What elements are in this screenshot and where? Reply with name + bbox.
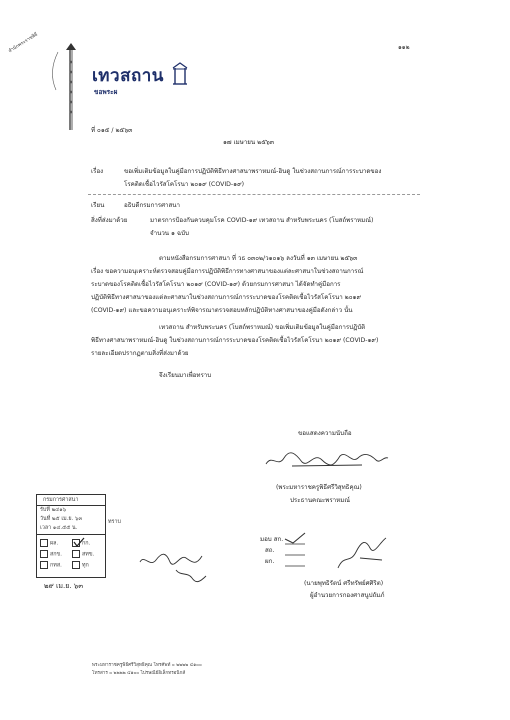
officer-name: (นายพุทธิรัตน์ ศรีทรัพย์ศศิริต): [304, 580, 384, 587]
org-name: เทวสถาน: [92, 66, 164, 86]
stamp-check-row: ผล.: [40, 539, 58, 547]
stamp-divider: [37, 505, 105, 506]
to-label: เรียน: [91, 202, 105, 209]
enclosure-line-2: จำนวน ๑ ฉบับ: [150, 230, 189, 237]
routing-line-1: มอบ สก.: [260, 536, 284, 543]
stamp-check-row: สทข.: [72, 550, 94, 558]
page-mark: ๑๑๒: [398, 44, 410, 51]
subject-line-1: ขอเพิ่มเติมข้อมูลในคู่มือการปฏิบัติพิธีทางศาสนาพราหมณ์-ฮินดู ในช่วงสถานการณ์การระบาดของ: [124, 168, 382, 175]
emblem-icon: [28, 42, 88, 134]
routing-marks: [283, 531, 315, 569]
doc-date: ๑๗ เมษายน ๒๕๖๓: [223, 139, 275, 146]
checkbox: [40, 561, 48, 569]
signer-title: ประธานคณะพราหมณ์: [290, 497, 351, 504]
to-recipient: อธิบดีกรมการศาสนา: [124, 202, 181, 209]
body-p2-line: เทวสถาน สำหรับพระนคร (โบสถ์พราหมณ์) ขอเพิ่มเติมข้อมูลในคู่มือการปฏิบัติ: [159, 324, 366, 331]
stamp-title: กรมการศาสนา: [43, 497, 79, 503]
subject-divider: [88, 194, 420, 195]
stamp-check-row: กทส.: [40, 561, 62, 569]
body-p1-line: เรื่อง ขอความอนุเคราะห์ตรวจสอบคู่มือการปฏิบัติพิธีการทางศาสนาของแต่ละศาสนาในช่วงสถานการณ์: [91, 268, 364, 275]
handwritten-signature: [136, 542, 216, 586]
checkbox: [72, 550, 80, 558]
footer-line-1: พระมหาราชครูพิธีศรีวิสุทธิคุณ โทรศัพท์ ๐ ๒๒๒๒ ๔๑๐๐: [92, 663, 202, 668]
signer-name: (พระมหาราชครูพิธีศรีวิสุทธิคุณ): [276, 484, 362, 491]
checkbox: [72, 561, 80, 569]
checkbox: [40, 539, 48, 547]
officer-title: ผู้อำนวยการกองศาสนูปถัมภ์: [310, 592, 385, 599]
doc-number: ที่ ๐๑๕ / ๒๕๖๓: [91, 127, 133, 134]
seal-text: สำนักพระราชพิธี: [8, 32, 39, 55]
body-p1-line: ระบาดของโรคติดเชื้อไวรัสโคโรนา ๒๐๑๙ (COVID-๑๙) ด้วยกรมการศาสนา ได้จัดทำคู่มือการ: [91, 281, 341, 288]
regards: ขอแสดงความนับถือ: [298, 430, 352, 437]
emblem-seal: [28, 42, 88, 134]
body-p1-line: (COVID-๑๙) และขอความอนุเคราะห์พิจารณาตรวจสอบหลักปฏิบัติทางศาสนาของคู่มือดังกล่าว นั้น: [91, 307, 353, 314]
signer-signature: [262, 446, 392, 472]
closing-request: จึงเรียนมาเพื่อทราบ: [159, 372, 212, 379]
body-p1-line: ตามหนังสือกรมการศาสนา ที่ วธ ๐๓๐๒/ว๑๐๑๖ ลงวันที่ ๑๓ เมษายน ๒๕๖๓: [159, 255, 358, 262]
body-p2-line: รายละเอียดปรากฏตามสิ่งที่ส่งมาด้วย: [91, 350, 189, 357]
check-mark-icon: [73, 537, 85, 547]
stamp-check-row: ทุก: [72, 561, 89, 569]
body-p1-line: ปฏิบัติพิธีทางศาสนาของแต่ละศาสนาในช่วงสถานการณ์การระบาดของโรคติดเชื้อไวรัสโคโรนา ๒๐๑๙: [91, 294, 361, 301]
stamp-recv-date: วันที่ ๒๕ เม.ย. ๖๓: [40, 516, 83, 522]
body-p2-line: พิธีทางศาสนาพราหมณ์-ฮินดู ในช่วงสถานการณ์การระบาดของโรคติดเชื้อไวรัสโคโรนา ๒๐๑๙ (COVID-๑๙): [91, 337, 379, 344]
stamp-check-row: สกข.: [40, 550, 62, 558]
shrine-icon: [172, 62, 188, 86]
footer-line-2: โทรสาร ๐ ๒๒๒๒ ๔๑๐๐ ไปรษณีย์อิเล็กทรอนิกส์: [92, 671, 186, 676]
enclosure-label: สิ่งที่ส่งมาด้วย: [91, 217, 128, 224]
stamp-recv-no: รับที่ ๒๔๑๖: [40, 507, 67, 513]
enclosure-line-1: มาตรการป้องกันควบคุมโรค COVID-๑๙ เทวสถาน สำหรับพระนคร (โบสถ์พราหมณ์): [150, 217, 374, 224]
officer-signature: [330, 534, 390, 574]
routing-line-2: สถ.: [265, 547, 275, 554]
sub-org: ขอพระผ: [94, 88, 118, 96]
subject-label: เรื่อง: [91, 168, 104, 175]
stamp-date-below: ๒๙ เม.ย. ๖๓: [44, 582, 83, 590]
subject-line-2: โรคติดเชื้อไวรัสโคโรนา ๒๐๑๙ (COVID-๑๙): [124, 181, 245, 188]
checkbox: [40, 550, 48, 558]
stamp-recv-time: เวลา ๑๔.๕๕ น.: [40, 525, 78, 531]
routing-line-3: ผก.: [265, 558, 275, 565]
receipt-stamp: [36, 494, 106, 578]
stamp-side-note: ทราบ: [108, 519, 121, 525]
stamp-divider: [37, 534, 105, 535]
stamp-check-row: กก.: [72, 539, 90, 547]
